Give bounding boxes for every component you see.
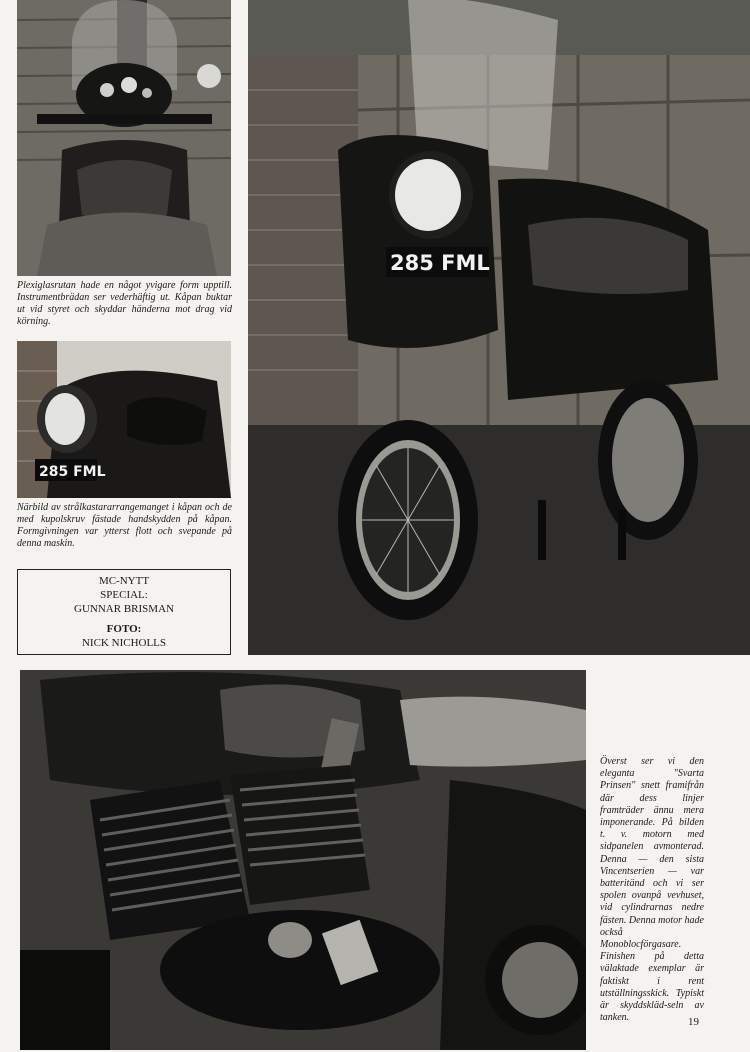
engine-photo [20,670,586,1050]
motorcycle-front-art [248,0,750,655]
credit-line-1: MC-NYTT [98,575,150,587]
windshield-caption: Plexiglasrutan hade en något yvigare form upptill. Instrumentbrädan ser vederhäftig ut. Kåpan buktar ut vid styret och skyddar händerna mot drag vid körning. [17,280,232,327]
engine-caption: Överst ser vi den eleganta "Svarta Prinsen" snett framifrån där dess linjer framträder ännu mera imponerande. På bilden t. v. motorn med sidpanelen avmonterad. Denna — den sista Vincentserien — var batteritänd och vi ser spolen ovanpå vevhuset, vid cylindrarnas nedre fästen. Denna motor hade också Monoblocförgasare. Finishen på detta välaktade exemplar är faktiskt i rent utställningsskick. Typiskt är skyddskläd-seln av tanken. [600,756,704,1024]
credits-box [17,569,231,655]
page-number: 19 [688,1016,699,1028]
credit-line-3: GUNNAR BRISMAN [74,603,174,615]
credit-line-4: FOTO: [106,623,142,635]
headlamp-plate: 285 FML [39,464,106,480]
windshield-photo [17,0,231,276]
windshield-photo-art [17,0,231,276]
engine-photo-art [20,670,586,1050]
credit-line-2: SPECIAL: [100,589,148,601]
credit-line-5: NICK NICHOLLS [81,637,167,649]
motorcycle-front-photo [248,0,750,655]
headlamp-photo-art [17,341,231,498]
front-plate: 285 FML [390,251,490,275]
headlamp-caption: Närbild av strålkastararrangemanget i kåpan och de med kupolskruv fästade handskydden på kåpan. Formgivningen var ytterst flott och svepande på denna maskin. [17,502,232,549]
headlamp-photo [17,341,231,498]
